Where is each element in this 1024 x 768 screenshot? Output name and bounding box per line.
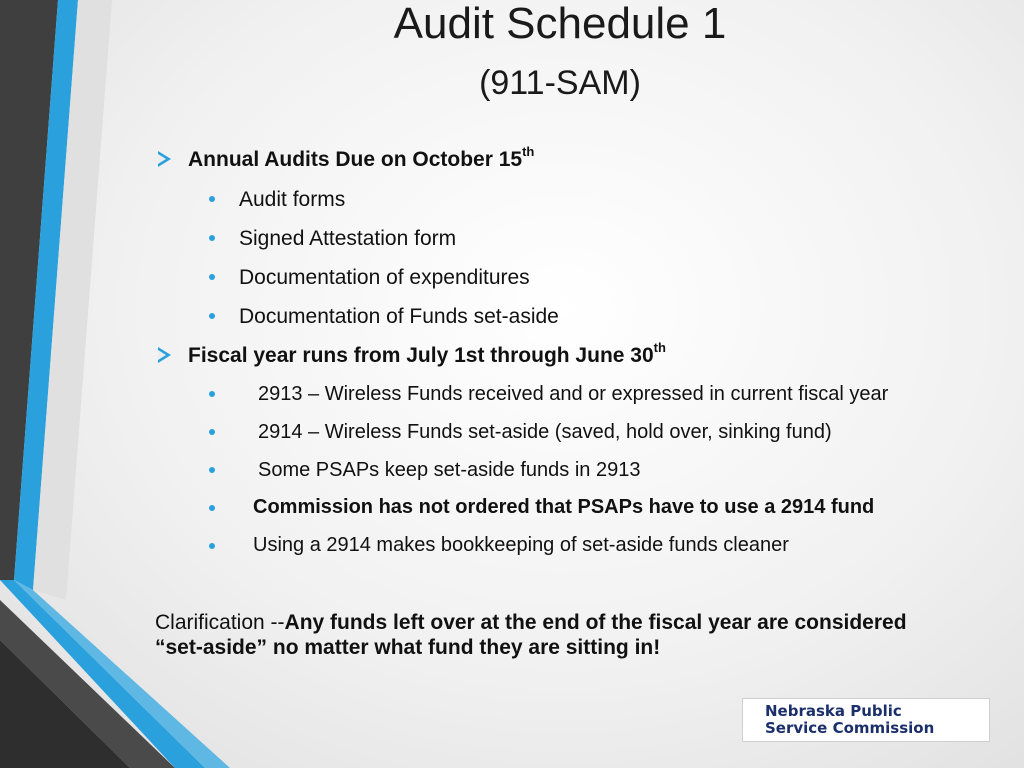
bullet-dot-icon: [209, 429, 215, 435]
list-item-audit-forms: Audit forms: [239, 188, 346, 211]
arrow-bullet-icon: [158, 347, 171, 363]
slide-subtitle: (911-SAM): [479, 64, 641, 102]
list-item-2913: 2913 – Wireless Funds received and or expressed in current fiscal year: [258, 383, 889, 405]
list-item-bookkeeping: Using a 2914 makes bookkeeping of set-aside funds cleaner: [253, 534, 789, 556]
list-item-psaps-2913: Some PSAPs keep set-aside funds in 2913: [258, 459, 641, 481]
logo-line1: Nebraska Public: [765, 702, 902, 720]
clarification-paragraph: [155, 610, 915, 660]
list-item-expenditures: Documentation of expenditures: [239, 266, 530, 289]
clarification-prefix: Clarification --: [155, 611, 285, 634]
bullet-dot-icon: [209, 505, 215, 511]
bullet-dot-icon: [209, 313, 215, 319]
logo-line2: Service Commission: [765, 719, 935, 737]
bullet-fiscal-year: [188, 340, 666, 367]
list-item-funds-set-aside: Documentation of Funds set-aside: [239, 305, 559, 328]
slide-title: Audit Schedule 1: [393, 0, 727, 48]
bullet-fiscal-year-text: Fiscal year runs from July 1st through June 30: [188, 344, 654, 367]
clarification-bold: Any funds left over at the end of the fiscal year are considered “set-aside” no matter what fund they are sitting in!: [155, 611, 907, 659]
arrow-bullet-icon: [158, 151, 171, 167]
list-item-commission-order: Commission has not ordered that PSAPs have to use a 2914 fund: [253, 496, 875, 518]
ordinal-suffix: th: [522, 144, 535, 159]
bullet-dot-icon: [209, 467, 215, 473]
bullet-dot-icon: [209, 196, 215, 202]
ordinal-suffix: th: [653, 340, 666, 355]
nebraska-psc-logo: [742, 698, 990, 742]
bullet-dot-icon: [209, 543, 215, 549]
list-item-2914: 2914 – Wireless Funds set-aside (saved, hold over, sinking fund): [258, 421, 832, 443]
list-item-attestation: Signed Attestation form: [239, 227, 457, 250]
bullet-annual-audits: [188, 144, 535, 171]
bullet-dot-icon: [209, 391, 215, 397]
bullet-dot-icon: [209, 274, 215, 280]
bullet-annual-audits-text: Annual Audits Due on October 15: [188, 148, 523, 171]
bullet-dot-icon: [209, 235, 215, 241]
